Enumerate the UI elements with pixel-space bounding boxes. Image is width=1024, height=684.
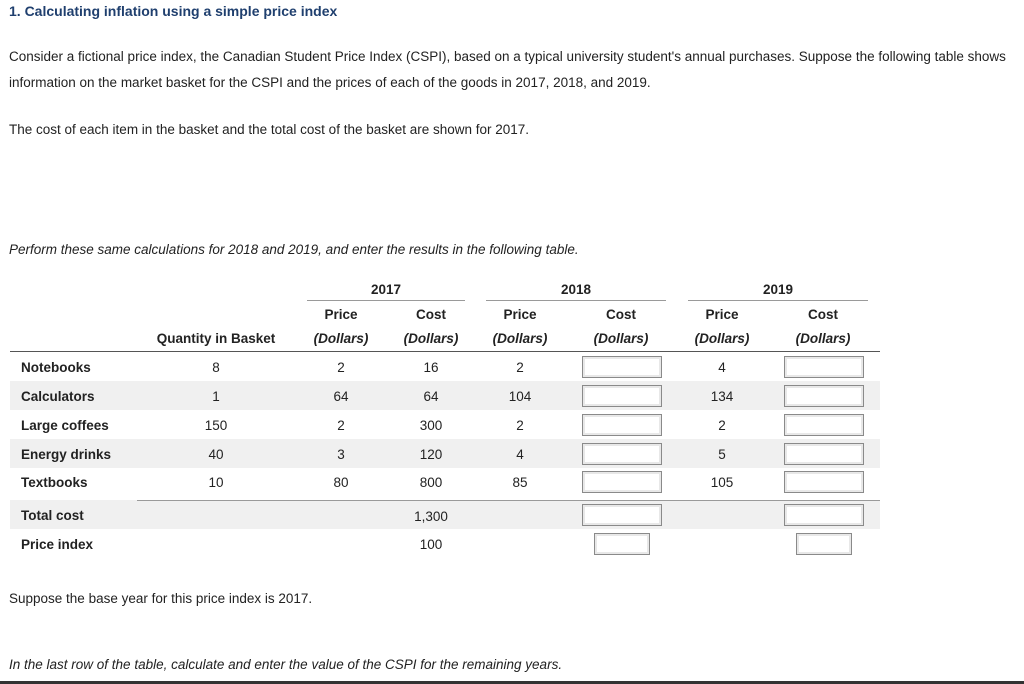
row-label-large-coffees: Large coffees [21,418,109,433]
year-header-2019: 2019 [762,282,794,297]
price-2017-large-coffees: 2 [337,418,345,433]
price-2018-textbooks: 85 [512,475,528,490]
cost-2018-energy-drinks-input[interactable] [582,443,662,465]
cost-2017-calculators: 64 [423,389,439,404]
cost-2018-textbooks-input[interactable] [582,471,662,493]
question-title: 1. Calculating inflation using a simple price index [9,3,338,19]
cost-2019-calculators-field[interactable] [785,386,863,406]
last-row-note: In the last row of the table, calculate and enter the value of the CSPI for the remaining years. [9,657,563,672]
cost-2019-energy-drinks-input[interactable] [784,443,864,465]
cost-unit-2018: (Dollars) [593,331,649,346]
total-cost-2019-field[interactable] [785,505,863,525]
total-rule [137,500,880,501]
row-band-energy-drinks [10,439,880,468]
cost-2019-notebooks-input[interactable] [784,356,864,378]
cost-2017-energy-drinks: 120 [419,447,443,462]
cost-unit-2017: (Dollars) [403,331,459,346]
cost-2019-textbooks-field[interactable] [785,472,863,492]
row-label-total-cost: Total cost [21,508,84,523]
price-2019-textbooks: 105 [710,475,734,490]
price-2018-large-coffees: 2 [516,418,524,433]
quantity-header: Quantity in Basket [156,331,276,346]
price-2017-textbooks: 80 [333,475,349,490]
price-2019-notebooks: 4 [718,360,726,375]
year-header-2017: 2017 [370,282,402,297]
cost-2018-textbooks-field[interactable] [583,472,661,492]
price-header-2019: Price [705,307,739,322]
price-header-2017: Price [324,307,358,322]
price-unit-2019: (Dollars) [694,331,750,346]
price-2017-calculators: 64 [333,389,349,404]
cost-2018-notebooks-input[interactable] [582,356,662,378]
row-label-textbooks: Textbooks [21,475,88,490]
base-year-note: Suppose the base year for this price index is 2017. [9,591,313,606]
price-index-2019-field[interactable] [797,534,851,554]
cspi-table [0,280,880,560]
year-header-2018: 2018 [560,282,592,297]
year-rule-2018 [486,300,666,301]
cost-2018-large-coffees-input[interactable] [582,414,662,436]
cost-2019-calculators-input[interactable] [784,385,864,407]
qty-calculators: 1 [212,389,220,404]
row-label-energy-drinks: Energy drinks [21,447,112,462]
price-header-2018: Price [503,307,537,322]
total-cost-2019-input[interactable] [784,504,864,526]
cost-2019-notebooks-field[interactable] [785,357,863,377]
cost-2019-energy-drinks-field[interactable] [785,444,863,464]
cost-2017-textbooks: 800 [419,475,443,490]
qty-textbooks: 10 [208,475,224,490]
price-2019-large-coffees: 2 [718,418,726,433]
total-cost-2017: 1,300 [414,509,448,524]
price-2017-energy-drinks: 3 [337,447,345,462]
row-label-calculators: Calculators [21,389,95,404]
cost-shown-note: The cost of each item in the basket and the total cost of the basket are shown for 2017. [9,122,530,137]
price-2018-energy-drinks: 4 [516,447,524,462]
year-rule-2017 [307,300,465,301]
intro-paragraph: Consider a fictional price index, the Canadian Student Price Index (CSPI), based on a typical university student's annual purchases. Suppose the following table shows information on the market basket for the CSPI and the prices of each of the goods in 2017, 2018, and 2019. [9,49,1006,90]
cost-2019-large-coffees-field[interactable] [785,415,863,435]
price-2019-calculators: 134 [710,389,734,404]
price-2018-calculators: 104 [508,389,532,404]
cost-2018-calculators-field[interactable] [583,386,661,406]
year-rule-2019 [688,300,868,301]
cost-header-2018: Cost [606,307,636,322]
cost-2018-large-coffees-field[interactable] [583,415,661,435]
total-cost-2018-field[interactable] [583,505,661,525]
header-rule [10,351,880,352]
cost-2017-notebooks: 16 [423,360,439,375]
instruction-text: Perform these same calculations for 2018 and 2019, and enter the results in the following table. [9,242,579,257]
cost-2019-textbooks-input[interactable] [784,471,864,493]
row-band-calculators [10,381,880,410]
cost-2018-calculators-input[interactable] [582,385,662,407]
qty-notebooks: 8 [212,360,220,375]
price-index-2017: 100 [419,537,443,552]
price-index-2018-input[interactable] [594,533,650,555]
cost-unit-2019: (Dollars) [795,331,851,346]
cost-2017-large-coffees: 300 [419,418,443,433]
total-cost-2018-input[interactable] [582,504,662,526]
row-label-notebooks: Notebooks [21,360,91,375]
cost-2019-large-coffees-input[interactable] [784,414,864,436]
price-index-2018-field[interactable] [595,534,649,554]
price-2017-notebooks: 2 [337,360,345,375]
price-unit-2018: (Dollars) [492,331,548,346]
cost-2018-energy-drinks-field[interactable] [583,444,661,464]
price-index-2019-input[interactable] [796,533,852,555]
price-2019-energy-drinks: 5 [718,447,726,462]
qty-large-coffees: 150 [204,418,228,433]
cost-header-2017: Cost [416,307,446,322]
price-unit-2017: (Dollars) [313,331,369,346]
qty-energy-drinks: 40 [208,447,224,462]
price-2018-notebooks: 2 [516,360,524,375]
row-label-price-index: Price index [21,537,94,552]
cost-header-2019: Cost [808,307,838,322]
cost-2018-notebooks-field[interactable] [583,357,661,377]
